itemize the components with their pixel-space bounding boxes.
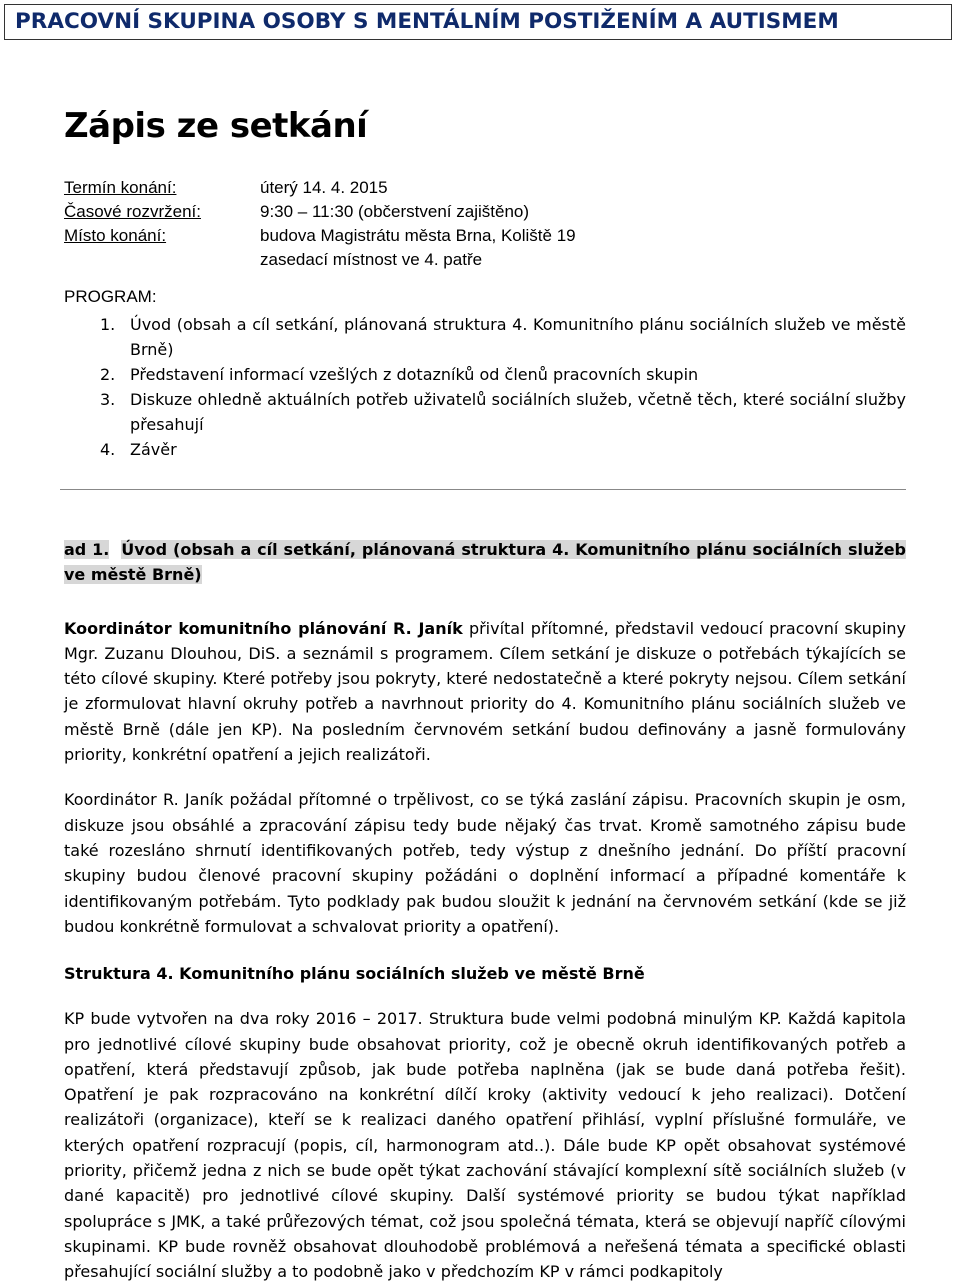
coordinator-name: Koordinátor komunitního plánování R. Janík (64, 618, 463, 638)
program-item-number: 2. (100, 365, 116, 384)
meta-row-time (64, 200, 576, 224)
meta-value: zasedací místnost ve 4. patře (260, 250, 483, 269)
meta-value: úterý 14. 4. 2015 (260, 178, 388, 197)
program-item-number: 4. (100, 440, 116, 459)
meta-label: Termín konání: (64, 178, 177, 197)
program-list (100, 312, 906, 462)
program-item-number: 1. (100, 315, 116, 334)
program-item (100, 387, 906, 437)
meeting-info (64, 176, 576, 272)
program-label: PROGRAM: (64, 287, 157, 306)
program-item-number: 3. (100, 390, 116, 409)
program-item-text: Úvod (obsah a cíl setkání, plánovaná struktura 4. Komunitního plánu sociálních služeb ve městě Brně) (130, 315, 906, 359)
meta-row-room (64, 248, 576, 272)
meta-value: budova Magistrátu města Brna, Koliště 19 (260, 226, 576, 245)
document-title: Zápis ze setkání (64, 106, 368, 146)
heading-prefix: ad 1. (64, 540, 110, 559)
meta-row-place (64, 224, 576, 248)
section-2 (64, 961, 906, 1285)
program-item-text: Diskuze ohledně aktuálních potřeb uživatelů sociálních služeb, včetně těch, které sociální služby přesahují (130, 390, 906, 434)
section-1-paragraph-1 (64, 616, 906, 768)
header-banner: PRACOVNÍ SKUPINA OSOBY S MENTÁLNÍM POSTIŽENÍM A AUTISMEM (4, 4, 952, 40)
section-1 (64, 537, 906, 939)
section-1-paragraph-2: Koordinátor R. Janík požádal přítomné o trpělivost, co se týká zaslání zápisu. Pracovních skupin je osm, diskuze jsou obsáhlé a zpracování zápisu tedy bude nějaký čas trvat. Kromě samotného zápisu bude také rozesláno shrnutí identifikovaných potřeb, tedy výstup z dnešního jednání. Do příští pracovní skupiny budou členové pracovní skupiny požádáni o doplnění informací a případné komentáře k identifikovaným potřebám. Tyto podklady pak budou sloužit k jednání na červnovém setkání (kde se již budou konkrétně formulovat a schvalovat priority a opatření). (64, 790, 906, 936)
meta-label: Místo konání: (64, 226, 167, 245)
meta-row-date (64, 176, 576, 200)
meta-value: 9:30 – 11:30 (občerstvení zajištěno) (260, 202, 530, 221)
program-item-text: Závěr (130, 440, 177, 459)
program-item (100, 437, 906, 462)
section-divider (60, 489, 906, 490)
meta-label: Časové rozvržení: (64, 202, 201, 221)
heading-text: Úvod (obsah a cíl setkání, plánovaná struktura 4. Komunitního plánu sociálních služeb ve městě Brně) (64, 540, 907, 585)
section-2-paragraph-1: KP bude vytvořen na dva roky 2016 – 2017. Struktura bude velmi podobná minulým KP. Každá kapitola pro jednotlivé cílové skupiny bude obsahovat priority, což je obecně okruh identifikovaných potřeb a opatření, která představují způsob, jak bude potřeba naplněna (jak se bude daná potřeba řešit). Opatření je pak rozpracováno na konkrétní dílčí kroky (aktivity vedoucí k jeho realizaci). Dotčení realizátoři (organizace), kteří se k realizaci daného opatření přihlásí, vyplní příslušné formuláře, ve kterých opatření rozpracují (popis, cíl, harmonogram atd..). Dále bude KP opět obsahovat systémové priority, přičemž jedna z nich se bude opět týkat zachování stávající komplexní sítě sociálních služeb (v dané kapacitě) pro jednotlivé cílové skupiny. Další systémové priority se budou týkat například spolupráce s JMK, a také průřezových témat, což jsou společná témata, která se objevují napříč cílovými skupinami. KP bude rovněž obsahovat dlouhodobě problémová a neřešená témata a specifické oblasti přesahující sociální služby a to podobně jako v předchozím KP v rámci podkapitoly (64, 1009, 906, 1282)
program-item (100, 312, 906, 362)
program-item (100, 362, 906, 387)
section-2-heading: Struktura 4. Komunitního plánu sociálních služeb ve městě Brně (64, 964, 645, 983)
program-item-text: Představení informací vzešlých z dotazníků od členů pracovních skupin (130, 365, 699, 384)
paragraph-text: přivítal přítomné, představil vedoucí pracovní skupiny Mgr. Zuzanu Dlouhou, DiS. a seznámil s programem. Cílem setkání je diskuze o potřebách týkajících se této cílové skupiny. Které potřeby jsou pokryty, které nedostatečně a které pokryty nejsou. Cílem setkání je zformulovat hlavní okruhy potřeb a navrhnout priority do 4. Komunitního plánu sociálních služeb ve městě Brně (dále jen KP). Na posledním červnovém setkání budou definovány a jasně formulovány priority, konkrétní opatření a jejich realizátoři. (64, 618, 907, 765)
section-1-heading (64, 537, 906, 588)
